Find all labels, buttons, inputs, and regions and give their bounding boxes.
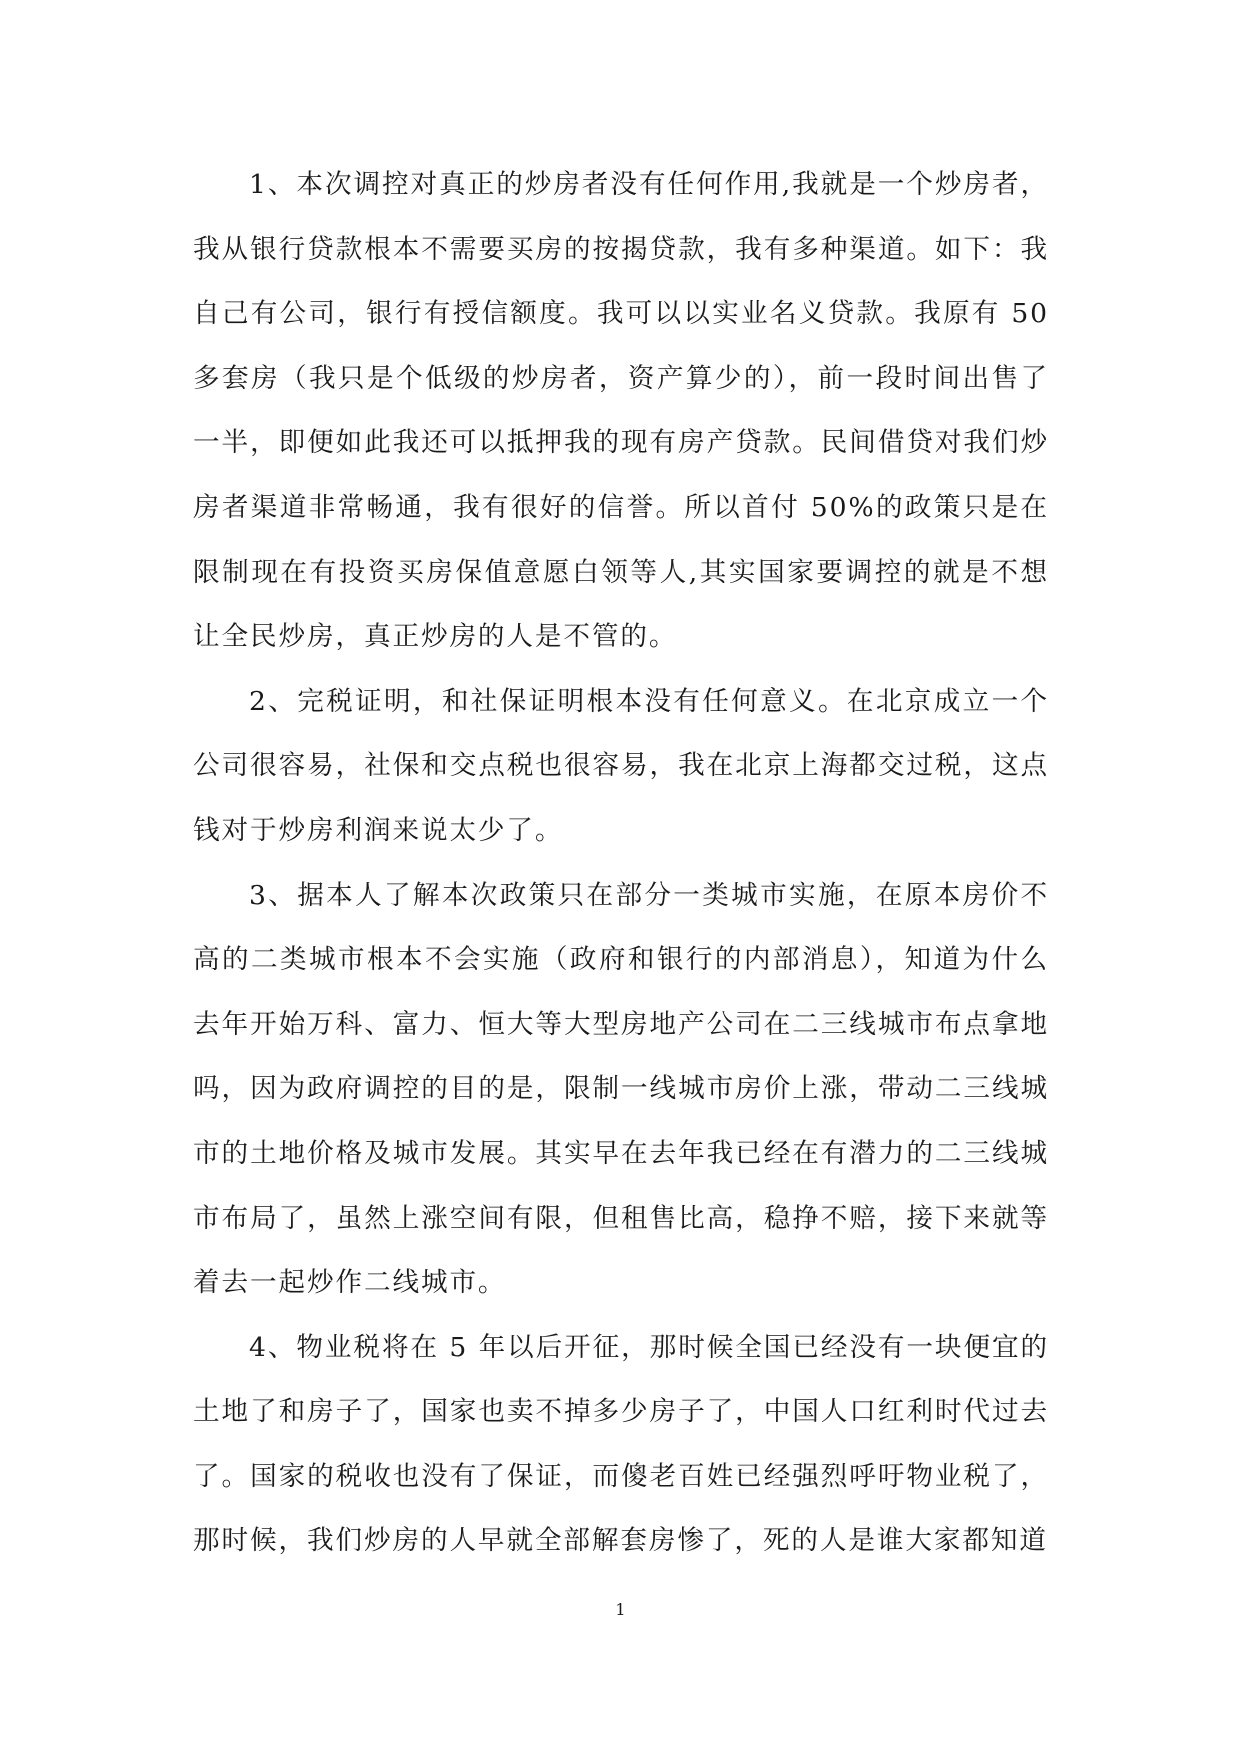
page-number: 1 (615, 1600, 626, 1619)
paragraph-2: 2、完税证明，和社保证明根本没有任何意义。在北京成立一个公司很容易，社保和交点税也很容易，我在北京上海都交过税，这点钱对于炒房利润来说太少了。 (193, 685, 1049, 846)
document-body (193, 153, 1049, 1574)
paragraph-3: 3、据本人了解本次政策只在部分一类城市实施，在原本房价不高的二类城市根本不会实施（政府和银行的内部消息），知道为什么去年开始万科、富力、恒大等大型房地产公司在二三线城市布点拿地吗，因为政府调控的目的是，限制一线城市房价上涨，带动二三线城市的土地价格及城市发展。其实早在去年我已经在有潜力的二三线城市布局了，虽然上涨空间有限，但租售比高，稳挣不赔，接下来就等着去一起炒作二线城市。 (193, 879, 1049, 1299)
paragraph-4: 4、物业税将在 5 年以后开征，那时候全国已经没有一块便宜的土地了和房子了，国家也卖不掉多少房子了，中国人口红利时代过去了。国家的税收也没有了保证，而傻老百姓已经强烈呼吁物业税了，那时候，我们炒房的人早就全部解套房惨了，死的人是谁大家都知道 (193, 1331, 1049, 1557)
paragraph-1: 1、本次调控对真正的炒房者没有任何作用,我就是一个炒房者，我从银行贷款根本不需要买房的按揭贷款，我有多种渠道。如下：我自己有公司，银行有授信额度。我可以以实业名义贷款。我原有 50 多套房（我只是个低级的炒房者，资产算少的），前一段时间出售了一半，即便如此我还可以抵押我的现有房产贷款。民间借贷对我们炒房者渠道非常畅通，我有很好的信誉。所以首付 50%的政策只是在限制现在有投资买房保值意愿白领等人,其实国家要调控的就是不想让全民炒房，真正炒房的人是不管的。 (193, 169, 1049, 653)
